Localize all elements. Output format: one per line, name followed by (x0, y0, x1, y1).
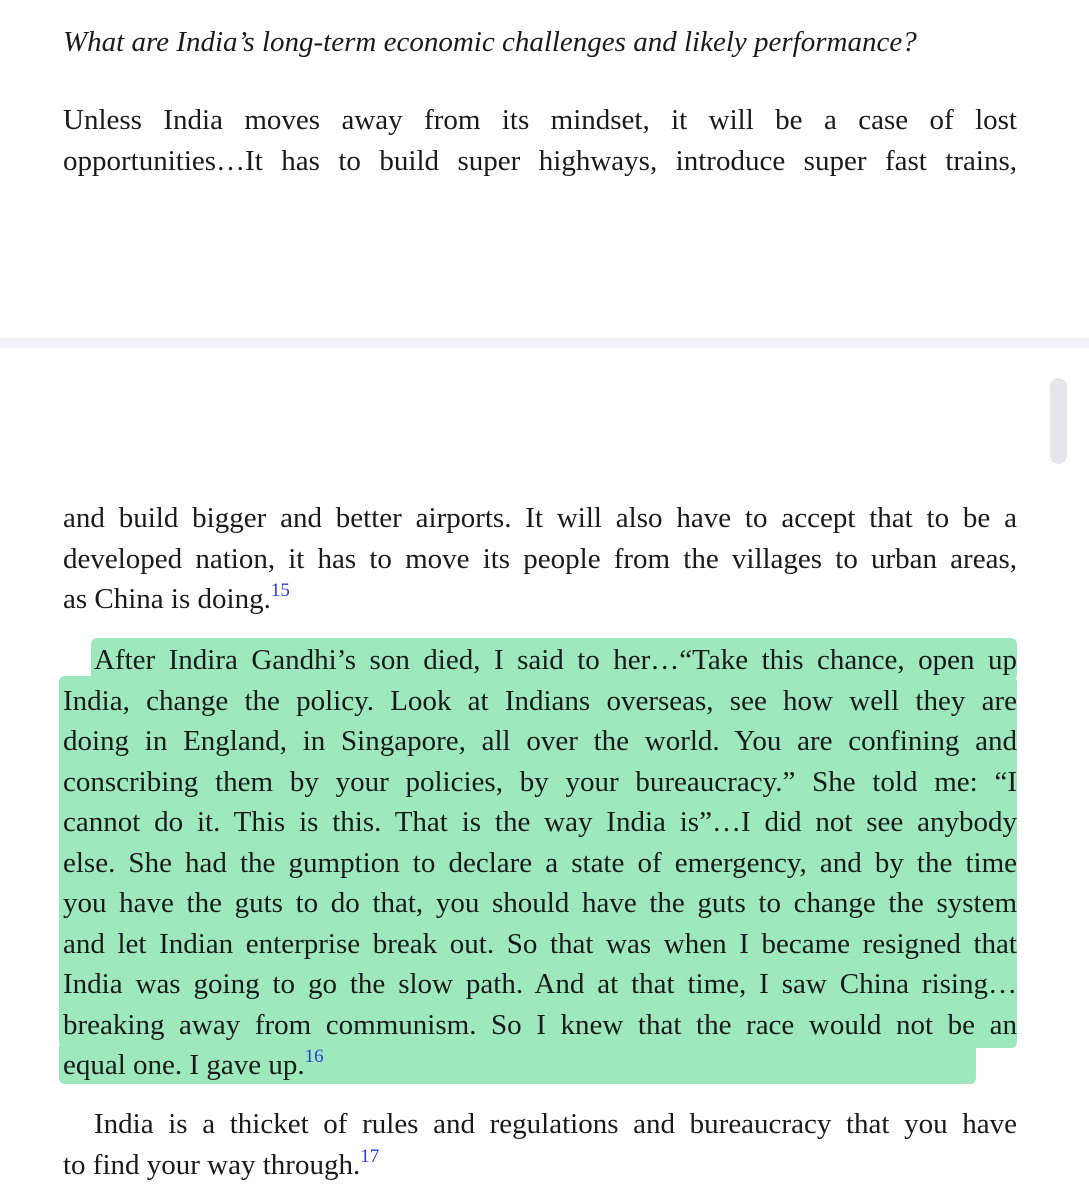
quote-line-3: doing in England, in Singapore, all over the world. You are confining and (63, 725, 1017, 757)
paragraph-final-line-1 (63, 1104, 1017, 1145)
page-bottom (0, 348, 1089, 1200)
page-top (0, 0, 1089, 338)
paragraph-final-line-1-text: India is a thicket of rules and regulations and bureaucracy that you have (94, 1108, 1017, 1140)
footnote-ref-17[interactable]: 17 (360, 1145, 380, 1167)
scrollbar-thumb[interactable] (1050, 378, 1067, 464)
paragraph-final (63, 1104, 1017, 1185)
quote-line-4: conscribing them by your policies, by your bureaucracy.” She told me: “I (63, 765, 1017, 798)
quote-line-5: cannot do it. This is this. That is the way India is”…I did not see anybody (63, 806, 1017, 838)
paragraph-quote (63, 640, 1017, 1086)
quote-line-7: you have the guts to do that, you should have the guts to change the system (63, 887, 1017, 919)
quote-line-6: else. She had the gumption to declare a state of emergency, and by the time (63, 846, 1017, 879)
page-separator (0, 338, 1089, 348)
quote-line-10: breaking away from communism. So I knew that the race would not be an (63, 1008, 1017, 1041)
paragraph-continued-line-2: developed nation, it has to move its people from the villages to urban areas, (63, 542, 1017, 575)
section-question: What are India’s long-term economic challenges and likely performance? (63, 26, 917, 58)
paragraph-continued (63, 498, 1017, 620)
quote-line-9: India was going to go the slow path. And at that time, I saw China rising… (63, 968, 1017, 1000)
paragraph-continued-line-1: and build bigger and better airports. It will also have to accept that to be a (63, 502, 1017, 534)
quote-line-8: and let Indian enterprise break out. So that was when I became resigned that (63, 927, 1017, 960)
paragraph-continued-line-3 (63, 579, 1017, 620)
paragraph-final-line-2-text: to find your way through. (63, 1148, 361, 1181)
quote-line-2: India, change the policy. Look at Indians overseas, see how well they are (63, 684, 1017, 717)
quote-line-1-text: After Indira Gandhi’s son died, I said to her…“Take this chance, open up (94, 644, 1017, 676)
footnote-ref-15[interactable]: 15 (270, 580, 290, 601)
paragraph-top-line-2: opportunities…It has to build super highways, introduce super fast trains, (63, 144, 1017, 177)
paragraph-top (63, 100, 1017, 181)
quote-line-11-text: equal one. I gave up. (63, 1049, 305, 1081)
quote-line-1 (63, 640, 1017, 681)
quote-line-11 (63, 1045, 1017, 1086)
paragraph-final-line-2 (63, 1145, 1017, 1186)
footnote-ref-16[interactable]: 16 (304, 1046, 324, 1067)
paragraph-continued-line-3-text: as China is doing. (63, 583, 271, 615)
paragraph-top-line-1: Unless India moves away from its mindset, it will be a case of lost (63, 104, 1017, 136)
